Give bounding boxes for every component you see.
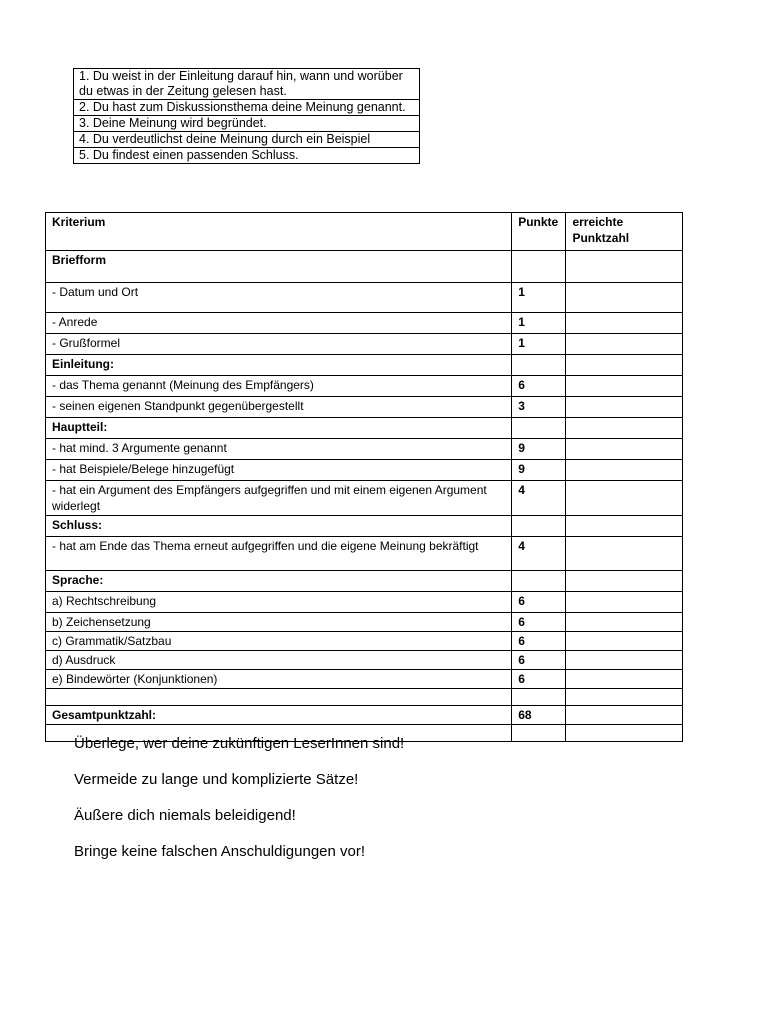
grading-row [46,355,683,376]
tip-text: Vermeide zu lange und komplizierte Sätze! [74,771,359,788]
checklist-body [74,69,420,164]
criterion-cell: - Grußformel [46,334,512,355]
criterion-cell: d) Ausdruck [46,651,512,670]
points-cell [512,355,566,376]
criterion-cell: Hauptteil: [46,418,512,439]
grading-row [46,651,683,670]
points-cell: 9 [512,439,566,460]
header-achieved: erreichte Punktzahl [566,213,683,251]
achieved-points-cell [566,334,683,355]
checklist-row [74,69,420,100]
points-cell: 6 [512,592,566,613]
checklist-row [74,116,420,132]
grading-row [46,592,683,613]
points-cell: 6 [512,651,566,670]
points-cell: 3 [512,397,566,418]
tip-text: Äußere dich niemals beleidigend! [74,807,296,824]
points-cell: 6 [512,632,566,651]
criterion-cell: Schluss: [46,516,512,537]
points-cell: 1 [512,313,566,334]
points-cell: 68 [512,706,566,725]
criterion-cell: - hat Beispiele/Belege hinzugefügt [46,460,512,481]
achieved-points-cell [566,537,683,571]
checklist-table [73,68,420,164]
achieved-points-cell [566,670,683,689]
criterion-cell: - seinen eigenen Standpunkt gegenübergestellt [46,397,512,418]
grading-row [46,334,683,355]
criterion-cell: - Datum und Ort [46,283,512,313]
grading-row [46,439,683,460]
grading-table [45,212,683,742]
achieved-points-cell [566,251,683,283]
checklist-row [74,148,420,164]
checklist-item: 4. Du verdeutlichst deine Meinung durch ein Beispiel [74,132,420,148]
grading-row [46,418,683,439]
criterion-cell: - hat am Ende das Thema erneut aufgegriffen und die eigene Meinung bekräftigt [46,537,512,571]
writing-tips [74,734,694,878]
checklist-item: 5. Du findest einen passenden Schluss. [74,148,420,164]
grading-row [46,706,683,725]
grading-row [46,481,683,516]
achieved-points-cell [566,283,683,313]
tip-text: Bringe keine falschen Anschuldigungen vor! [74,843,366,860]
achieved-points-cell [566,592,683,613]
grading-row [46,397,683,418]
grading-row [46,670,683,689]
criterion-cell: c) Grammatik/Satzbau [46,632,512,651]
achieved-points-cell [566,706,683,725]
points-cell: 1 [512,283,566,313]
criterion-cell: Gesamtpunktzahl: [46,706,512,725]
grading-row [46,313,683,334]
grading-row [46,283,683,313]
criterion-cell: - das Thema genannt (Meinung des Empfängers) [46,376,512,397]
achieved-points-cell [566,313,683,334]
points-cell: 4 [512,537,566,571]
points-cell [512,571,566,592]
grading-row [46,613,683,632]
achieved-points-cell [566,355,683,376]
grading-header-row [46,213,683,251]
grading-row [46,537,683,571]
grading-body [46,213,683,742]
points-cell [512,418,566,439]
achieved-points-cell [566,460,683,481]
points-cell: 1 [512,334,566,355]
points-cell: 6 [512,613,566,632]
checklist-item: 1. Du weist in der Einleitung darauf hin, wann und worüber du etwas in der Zeitung gelesen hast. [74,69,420,100]
achieved-points-cell [566,632,683,651]
points-cell: 4 [512,481,566,516]
achieved-points-cell [566,571,683,592]
checklist-row [74,132,420,148]
grading-row [46,689,683,706]
achieved-points-cell [566,613,683,632]
achieved-points-cell [566,651,683,670]
criterion-cell [46,689,512,706]
points-cell [512,516,566,537]
achieved-points-cell [566,418,683,439]
points-cell [512,251,566,283]
criterion-cell: - hat ein Argument des Empfängers aufgegriffen und mit einem eigenen Argument widerlegt [46,481,512,516]
achieved-points-cell [566,376,683,397]
criterion-cell: Briefform [46,251,512,283]
points-cell: 6 [512,376,566,397]
tip-text: Überlege, wer deine zukünftigen LeserInnen sind! [74,735,405,752]
grading-row [46,376,683,397]
grading-row [46,571,683,592]
criterion-cell: Einleitung: [46,355,512,376]
achieved-points-cell [566,689,683,706]
checklist-item: 2. Du hast zum Diskussionsthema deine Meinung genannt. [74,100,420,116]
checklist-row [74,100,420,116]
header-criterion: Kriterium [46,213,512,251]
criterion-cell: - Anrede [46,313,512,334]
criterion-cell: - hat mind. 3 Argumente genannt [46,439,512,460]
criterion-cell: e) Bindewörter (Konjunktionen) [46,670,512,689]
achieved-points-cell [566,516,683,537]
criterion-cell: b) Zeichensetzung [46,613,512,632]
header-points: Punkte [512,213,566,251]
achieved-points-cell [566,397,683,418]
achieved-points-cell [566,481,683,516]
criterion-cell: a) Rechtschreibung [46,592,512,613]
grading-row [46,516,683,537]
points-cell [512,689,566,706]
grading-row [46,632,683,651]
achieved-points-cell [566,439,683,460]
criterion-cell: Sprache: [46,571,512,592]
grading-row [46,251,683,283]
checklist-item: 3. Deine Meinung wird begründet. [74,116,420,132]
grading-row [46,460,683,481]
points-cell: 9 [512,460,566,481]
points-cell: 6 [512,670,566,689]
